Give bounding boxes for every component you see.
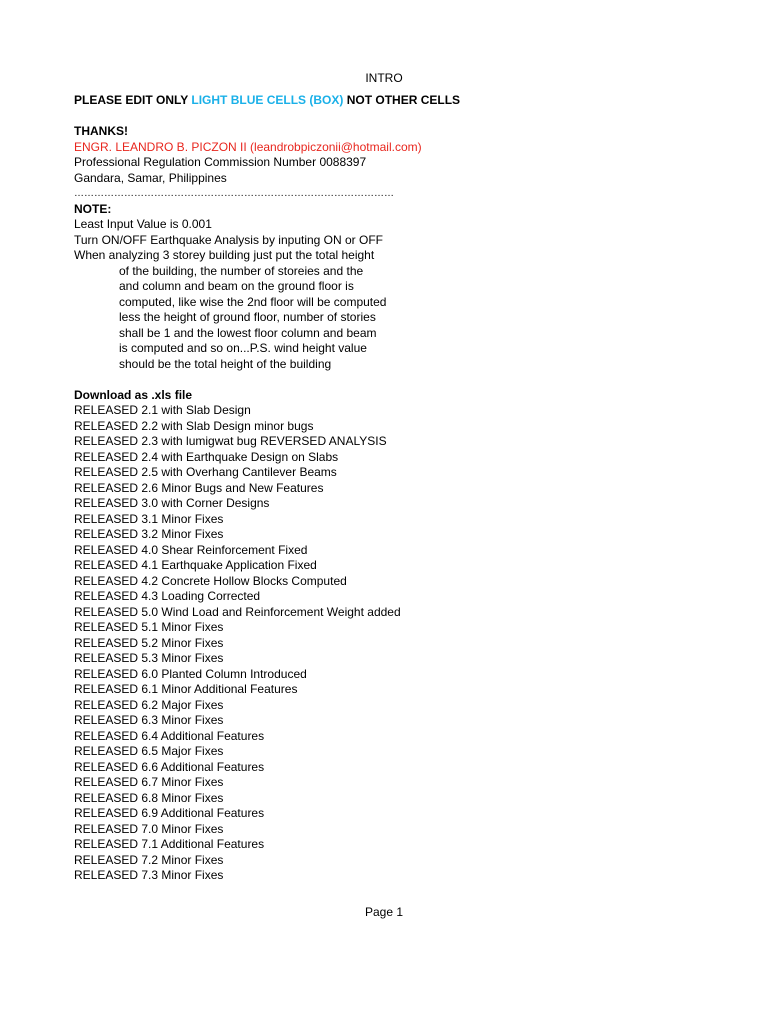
thanks-heading: THANKS! [74, 124, 128, 138]
note-heading: NOTE: [74, 201, 112, 216]
release-item: RELEASED 3.1 Minor Fixes [74, 511, 224, 526]
note-analysis-line: should be the total height of the building [119, 356, 332, 371]
release-item: RELEASED 2.6 Minor Bugs and New Features [74, 480, 324, 495]
spacer [74, 372, 714, 388]
author-line: ENGR. LEANDRO B. PICZON II (leandrobpiczonii@hotmail.com) [74, 139, 422, 154]
edit-instruction [74, 93, 714, 109]
instruction-suffix: NOT OTHER CELLS [343, 93, 461, 107]
release-item: RELEASED 2.5 with Overhang Cantilever Beams [74, 465, 337, 479]
release-item: RELEASED 2.2 with Slab Design minor bugs [74, 418, 314, 433]
release-item: RELEASED 6.2 Major Fixes [74, 697, 224, 712]
download-heading: Download as .xls file [74, 387, 193, 402]
release-item: RELEASED 3.0 with Corner Designs [74, 496, 270, 510]
instruction-prefix: PLEASE EDIT ONLY [74, 93, 192, 107]
dotted-separator: …………………………………………………………………………………… [74, 188, 394, 199]
page-header-title: INTRO [365, 71, 403, 85]
page-number: Page 1 [364, 905, 404, 919]
prc-number: Professional Regulation Commission Number 0088397 [74, 155, 367, 169]
instruction-highlight: LIGHT BLUE CELLS (BOX) [191, 93, 344, 107]
author-location: Gandara, Samar, Philippines [74, 170, 227, 185]
release-item: RELEASED 6.0 Planted Column Introduced [74, 666, 307, 681]
release-item: RELEASED 7.3 Minor Fixes [74, 868, 224, 882]
release-item: RELEASED 7.2 Minor Fixes [74, 852, 224, 867]
note-analysis-line: computed, like wise the 2nd floor will be computed [119, 294, 387, 309]
note-analysis-line: shall be 1 and the lowest floor column and beam [119, 325, 377, 340]
release-item: RELEASED 6.7 Minor Fixes [74, 775, 224, 789]
release-item: RELEASED 5.1 Minor Fixes [74, 620, 224, 634]
release-item: RELEASED 3.2 Minor Fixes [74, 527, 224, 541]
release-item: RELEASED 4.3 Loading Corrected [74, 589, 261, 603]
release-item: RELEASED 6.6 Additional Features [74, 759, 265, 774]
note-analysis-line: and column and beam on the ground floor is [119, 279, 354, 293]
release-item: RELEASED 6.5 Major Fixes [74, 744, 224, 758]
release-item: RELEASED 5.3 Minor Fixes [74, 651, 224, 665]
release-item: RELEASED 4.2 Concrete Hollow Blocks Computed [74, 573, 347, 588]
spacer [74, 109, 714, 125]
release-item: RELEASED 6.4 Additional Features [74, 728, 265, 743]
release-item: RELEASED 2.3 with lumigwat bug REVERSED ANALYSIS [74, 434, 387, 448]
note-earthquake: Turn ON/OFF Earthquake Analysis by inputing ON or OFF [74, 232, 383, 247]
release-item: RELEASED 6.9 Additional Features [74, 806, 265, 820]
note-analysis-first: When analyzing 3 storey building just put the total height [74, 248, 375, 262]
release-item: RELEASED 7.1 Additional Features [74, 837, 265, 851]
release-list [74, 403, 714, 884]
release-item: RELEASED 2.1 with Slab Design [74, 403, 251, 417]
release-item: RELEASED 4.0 Shear Reinforcement Fixed [74, 542, 308, 557]
note-analysis-line: of the building, the number of storeies and the [119, 263, 364, 278]
release-item: RELEASED 6.1 Minor Additional Features [74, 682, 298, 696]
note-least-input: Least Input Value is 0.001 [74, 217, 212, 231]
release-item: RELEASED 4.1 Earthquake Application Fixed [74, 558, 317, 572]
release-item: RELEASED 5.2 Minor Fixes [74, 635, 224, 650]
release-item: RELEASED 2.4 with Earthquake Design on Slabs [74, 449, 339, 464]
note-analysis-line: less the height of ground floor, number of stories [119, 310, 376, 324]
release-item: RELEASED 6.8 Minor Fixes [74, 790, 224, 805]
release-item: RELEASED 6.3 Minor Fixes [74, 713, 224, 727]
note-analysis-continuation [74, 264, 714, 373]
release-item: RELEASED 7.0 Minor Fixes [74, 821, 224, 836]
note-analysis-line: is computed and so on...P.S. wind height value [119, 341, 367, 355]
release-item: RELEASED 5.0 Wind Load and Reinforcement Weight added [74, 604, 401, 619]
document-body [74, 93, 714, 884]
